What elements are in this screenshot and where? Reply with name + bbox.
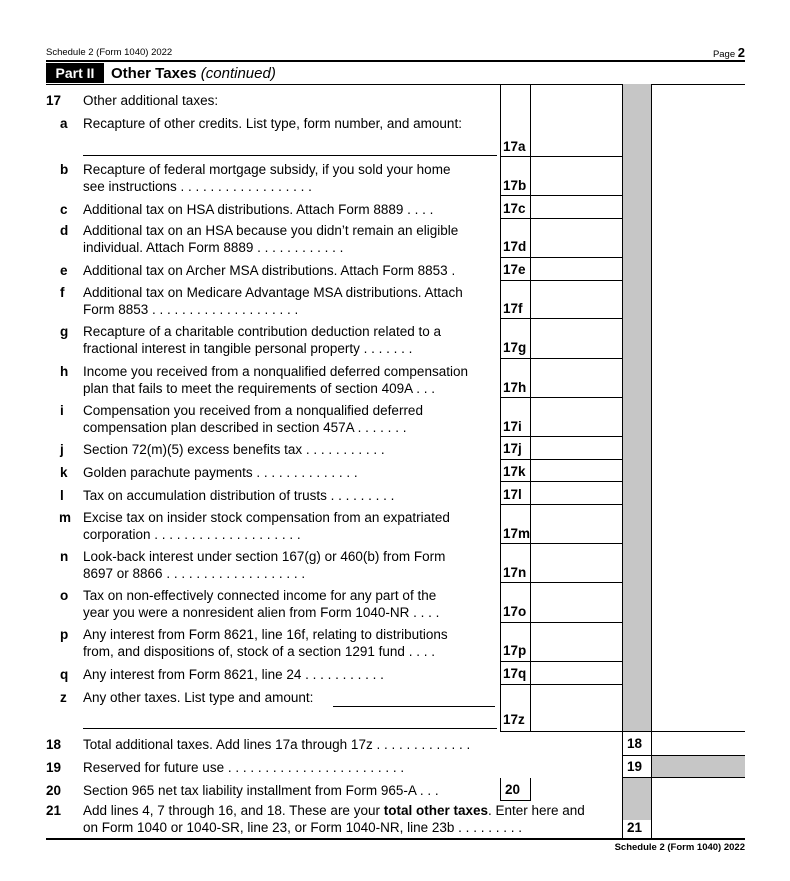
- amount-17j[interactable]: [531, 441, 621, 457]
- box-label-17p: 17p: [503, 643, 527, 658]
- amount-17q[interactable]: [531, 666, 621, 682]
- shaded-column: [623, 84, 651, 732]
- amount-17h[interactable]: [531, 380, 621, 396]
- box-label-17q: 17q: [503, 666, 527, 681]
- amount-17o[interactable]: [531, 604, 621, 620]
- amount-17i[interactable]: [531, 419, 621, 435]
- amount-18[interactable]: [652, 734, 744, 754]
- amount-17g[interactable]: [531, 340, 621, 356]
- amount-17b[interactable]: [531, 178, 621, 194]
- box-label-21: 21: [627, 820, 643, 835]
- shaded-col-20: [623, 778, 651, 820]
- amount-17a[interactable]: [531, 140, 621, 155]
- form-footer: Schedule 2 (Form 1040) 2022: [614, 842, 745, 853]
- amount-17z[interactable]: [531, 712, 621, 728]
- amount-17d[interactable]: [531, 239, 621, 255]
- other-taxes-type-field[interactable]: [333, 692, 495, 707]
- box-label-17e: 17e: [503, 262, 526, 277]
- box-label-17b: 17b: [503, 178, 527, 193]
- box-label-17i: 17i: [503, 419, 522, 434]
- part-badge: Part II: [46, 63, 104, 83]
- amount-21[interactable]: [652, 819, 744, 837]
- reserved-shaded-box: [652, 756, 745, 777]
- amount-17e[interactable]: [531, 262, 621, 278]
- form-header-left: Schedule 2 (Form 1040) 2022: [46, 47, 173, 58]
- amount-17l[interactable]: [531, 487, 621, 503]
- amount-17c[interactable]: [531, 201, 621, 217]
- box-label-17j: 17j: [503, 441, 522, 456]
- box-label-17k: 17k: [503, 464, 526, 479]
- amount-17n[interactable]: [531, 565, 621, 581]
- page-number: Page 2: [712, 45, 745, 60]
- part-title: Other Taxes (continued): [111, 65, 276, 82]
- box-label-17l: 17l: [503, 487, 522, 502]
- box-label-17f: 17f: [503, 301, 523, 316]
- box-label-17o: 17o: [503, 604, 527, 619]
- box-label-19: 19: [627, 759, 643, 774]
- box-label-17a: 17a: [503, 139, 526, 154]
- amount-17m[interactable]: [531, 526, 621, 542]
- box-label-17d: 17d: [503, 239, 527, 254]
- box-label-20: 20: [505, 782, 521, 797]
- box-label-17c: 17c: [503, 201, 526, 216]
- box-label-17z: 17z: [503, 712, 525, 727]
- box-label-18: 18: [627, 736, 643, 751]
- amount-17k[interactable]: [531, 464, 621, 480]
- box-label-17h: 17h: [503, 380, 527, 395]
- amount-20[interactable]: [531, 780, 621, 799]
- box-label-17n: 17n: [503, 565, 527, 580]
- amount-17f[interactable]: [531, 301, 621, 317]
- box-label-17m: 17m: [503, 526, 531, 541]
- amount-17p[interactable]: [531, 643, 621, 659]
- box-label-17g: 17g: [503, 340, 527, 355]
